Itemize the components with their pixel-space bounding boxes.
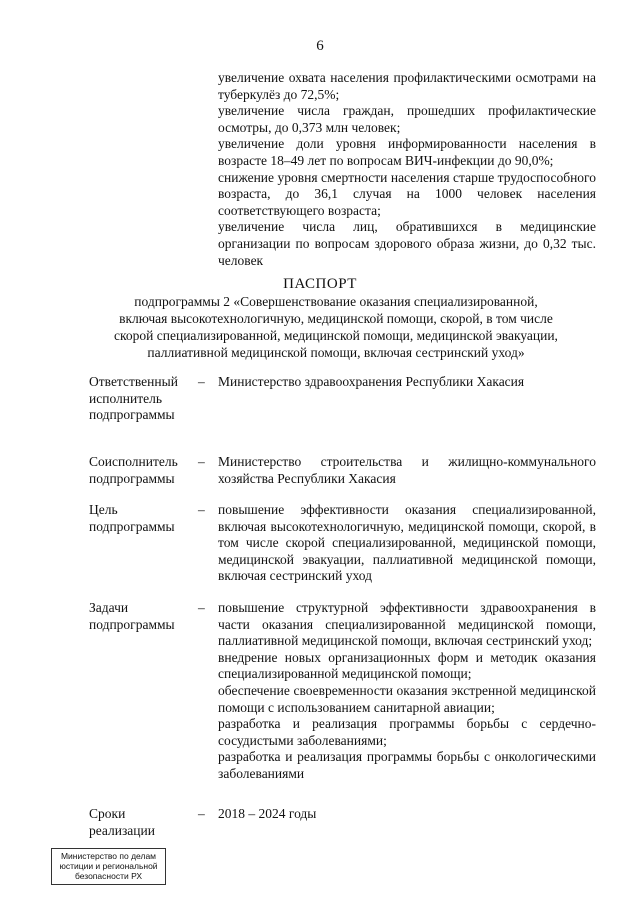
subtitle-line: скорой специализированной, медицинской помощи, медицинской эвакуации, [114, 328, 558, 343]
row-dash: – [198, 806, 205, 821]
subtitle-line: подпрограммы 2 «Совершенствование оказания специализированной, [134, 294, 538, 309]
row-item: разработка и реализация программы борьбы с онкологическими заболеваниями [218, 749, 596, 781]
row-content [218, 806, 596, 823]
row-label-line: Сроки [89, 806, 126, 821]
row-label [89, 502, 189, 535]
row-label-line: подпрограммы [89, 518, 175, 534]
passport-subtitle [76, 293, 596, 361]
subtitle-line: паллиативной медицинской помощи, включая сестринский уход» [147, 345, 525, 360]
page-number: 6 [316, 38, 324, 54]
row-label [89, 374, 189, 424]
row-content [218, 502, 596, 585]
row-label-line: Соисполнитель [89, 454, 178, 469]
row-item: 2018 – 2024 годы [218, 806, 317, 821]
row-content [218, 600, 596, 783]
row-item: внедрение новых организационных форм и методик оказания специализированной медицинской помощи; [218, 649, 596, 682]
stamp-line: юстиции и региональной [59, 861, 158, 871]
row-label-line: Цель [89, 502, 118, 517]
row-label [89, 600, 189, 633]
row-item: Министерство здравоохранения Республики Хакасия [218, 374, 525, 389]
stamp-line: Министерство по делам [60, 851, 157, 861]
registration-stamp [51, 848, 166, 885]
continuation-item: увеличение числа граждан, прошедших профилактические осмотры, до 0,373 млн человек; [218, 103, 596, 135]
continuation-list [218, 70, 596, 269]
row-label [89, 454, 189, 487]
stamp-line: безопасности РХ [74, 871, 143, 881]
row-label [89, 806, 189, 839]
row-label-line: реализации [89, 822, 155, 838]
row-label-line: подпрограммы [89, 470, 175, 486]
row-item: Министерство строительства и жилищно-коммунального хозяйства Республики Хакасия [218, 454, 596, 486]
row-dash: – [198, 374, 205, 389]
continuation-item: увеличение охвата населения профилактическими осмотрами на туберкулёз до 72,5%; [218, 70, 596, 102]
row-label-line: подпрограммы [89, 407, 175, 423]
continuation-item: увеличение доли уровня информированности населения в возрасте 18–49 лет по вопросам ВИЧ-инфекции до 90,0%; [218, 136, 596, 168]
row-label-line: исполнитель [89, 390, 162, 406]
subtitle-line: включая высокотехнологичную, медицинской помощи, скорой, в том числе [119, 311, 553, 326]
row-dash: – [198, 454, 205, 469]
row-item: разработка и реализация программы борьбы с сердечно-сосудистыми заболеваниями; [218, 716, 596, 748]
row-content [218, 374, 596, 391]
row-item: повышение структурной эффективности здравоохранения в части оказания специализированной медицинской помощи, паллиативной медицинской помощи, включая сестринский уход; [218, 600, 596, 649]
row-label-line: Задачи [89, 600, 129, 615]
row-item: обеспечение своевременности оказания экстренной медицинской помощи с использованием санитарной авиации; [218, 682, 596, 715]
row-dash: – [198, 600, 205, 615]
continuation-item: снижение уровня смертности населения старше трудоспособного возраста, до 36,1 случая на 1000 человек населения соответствующего возраста; [218, 169, 596, 218]
row-label-line: Ответственный [89, 374, 178, 389]
row-item: повышение эффективности оказания специализированной, включая высокотехнологичную, медицинской помощи, скорой, в том числе скорой специализированной, медицинской помощи, медицинской эвакуации, паллиативной медицинской помощи, включая сестринский уход [218, 502, 596, 584]
continuation-item: увеличение числа лиц, обратившихся в медицинские организации по вопросам здорового образа жизни, до 0,32 тыс. человек [218, 219, 596, 268]
row-content [218, 454, 596, 487]
row-label-line: подпрограммы [89, 616, 175, 632]
passport-title: ПАСПОРТ [283, 276, 357, 292]
row-dash: – [198, 502, 205, 517]
